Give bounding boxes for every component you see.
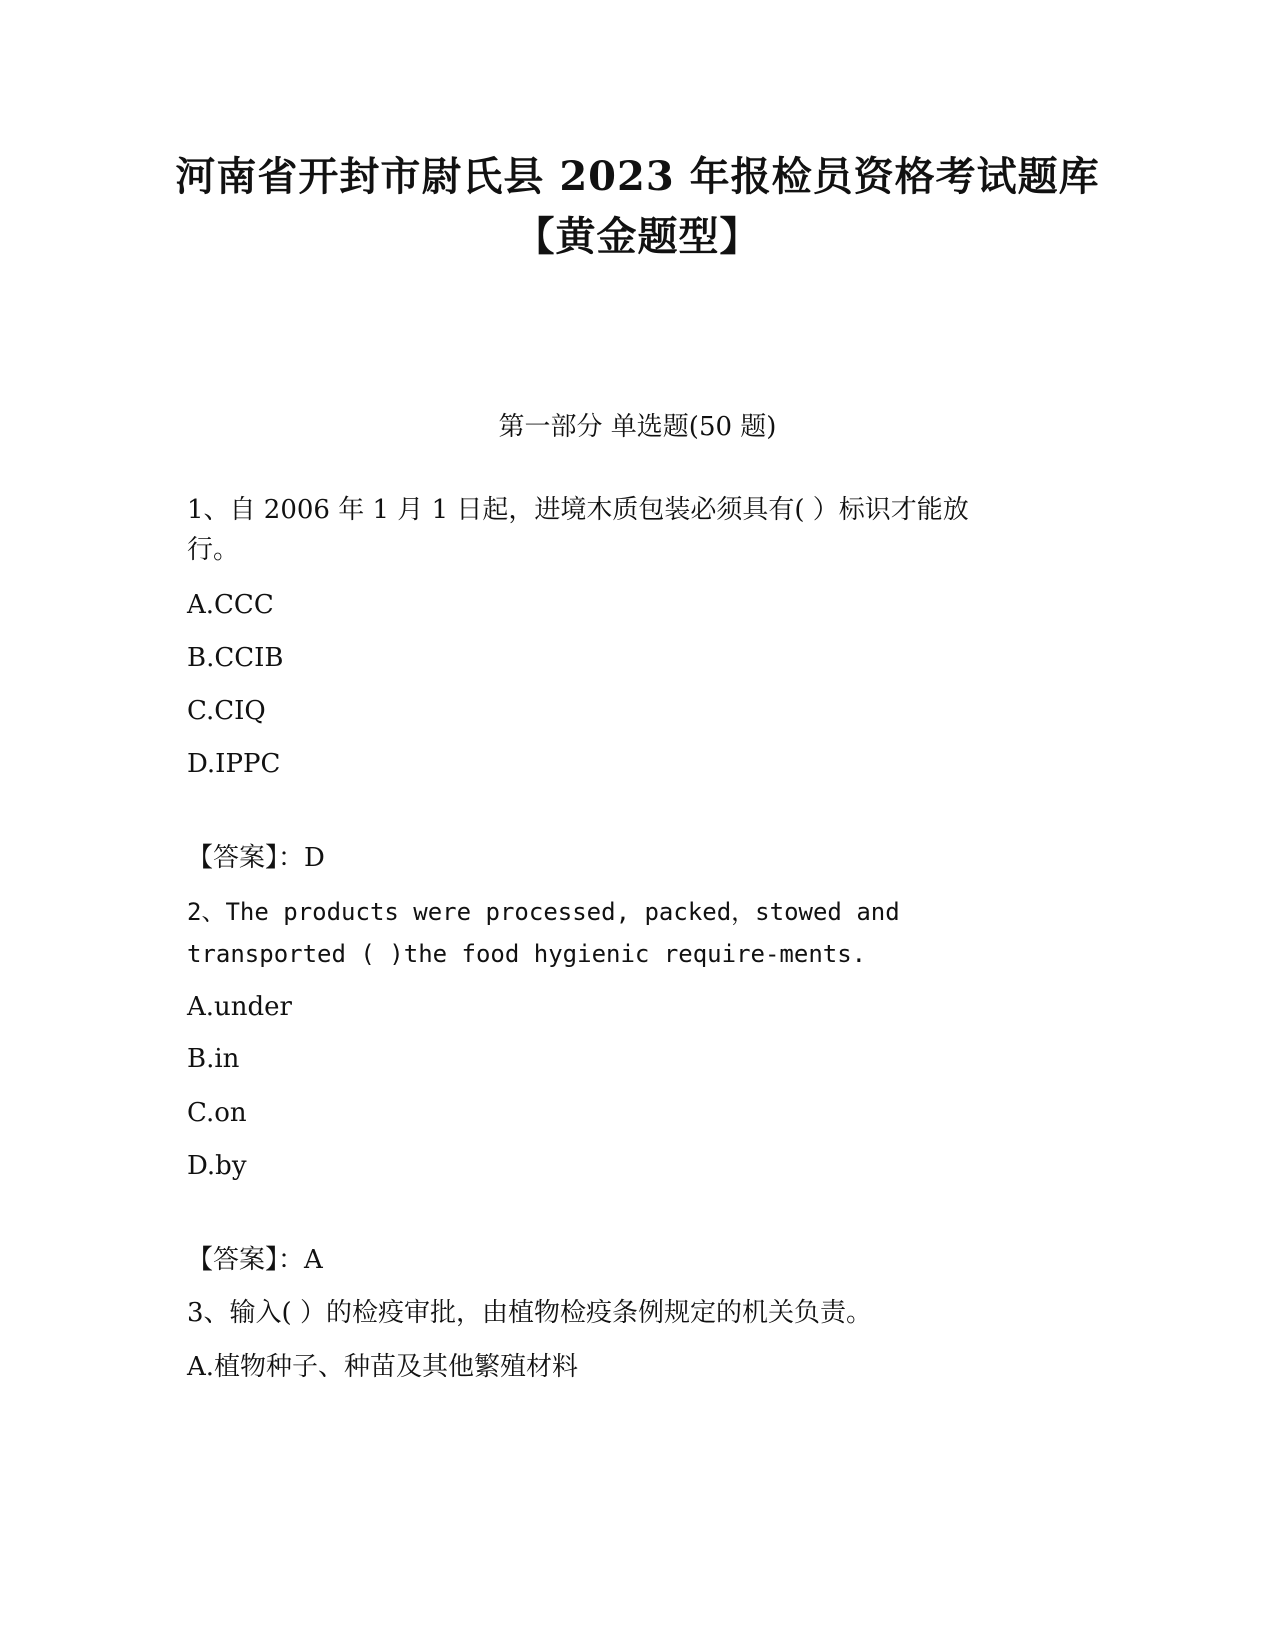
question-1-stem-line-1: 1、自 2006 年 1 月 1 日起，进境木质包装必须具有( ）标识才能放 — [187, 495, 969, 525]
question-1-option-b: B.CCIB — [187, 643, 284, 673]
question-2-option-a: A.under — [187, 992, 292, 1022]
question-1-option-a: A.CCC — [187, 590, 274, 620]
question-2-stem-line-1: 2、The products were processed, packed，stowed and — [187, 898, 900, 926]
document-title-line-2: 【黄金题型】 — [514, 213, 761, 260]
question-1-option-d: D.IPPC — [187, 749, 281, 779]
question-2-option-d: D.by — [187, 1151, 247, 1181]
question-1-stem-line-2: 行。 — [187, 535, 240, 565]
question-3-stem-line-1: 3、输入( ）的检疫审批，由植物检疫条例规定的机关负责。 — [187, 1298, 872, 1328]
question-2-stem-line-2: transported ( )the food hygienic require-ments. — [187, 940, 867, 968]
question-1-option-c: C.CIQ — [187, 696, 266, 726]
question-2-answer: 【答案】：A — [187, 1245, 323, 1275]
question-3-option-a: A.植物种子、种苗及其他繁殖材料 — [187, 1352, 579, 1382]
question-2-option-c: C.on — [187, 1098, 247, 1128]
document-title-line-1: 河南省开封市尉氏县 2023 年报检员资格考试题库 — [175, 153, 1100, 200]
question-1-answer: 【答案】：D — [187, 843, 325, 873]
section-heading: 第一部分 单选题(50 题) — [498, 412, 777, 442]
question-2-option-b: B.in — [187, 1044, 240, 1074]
